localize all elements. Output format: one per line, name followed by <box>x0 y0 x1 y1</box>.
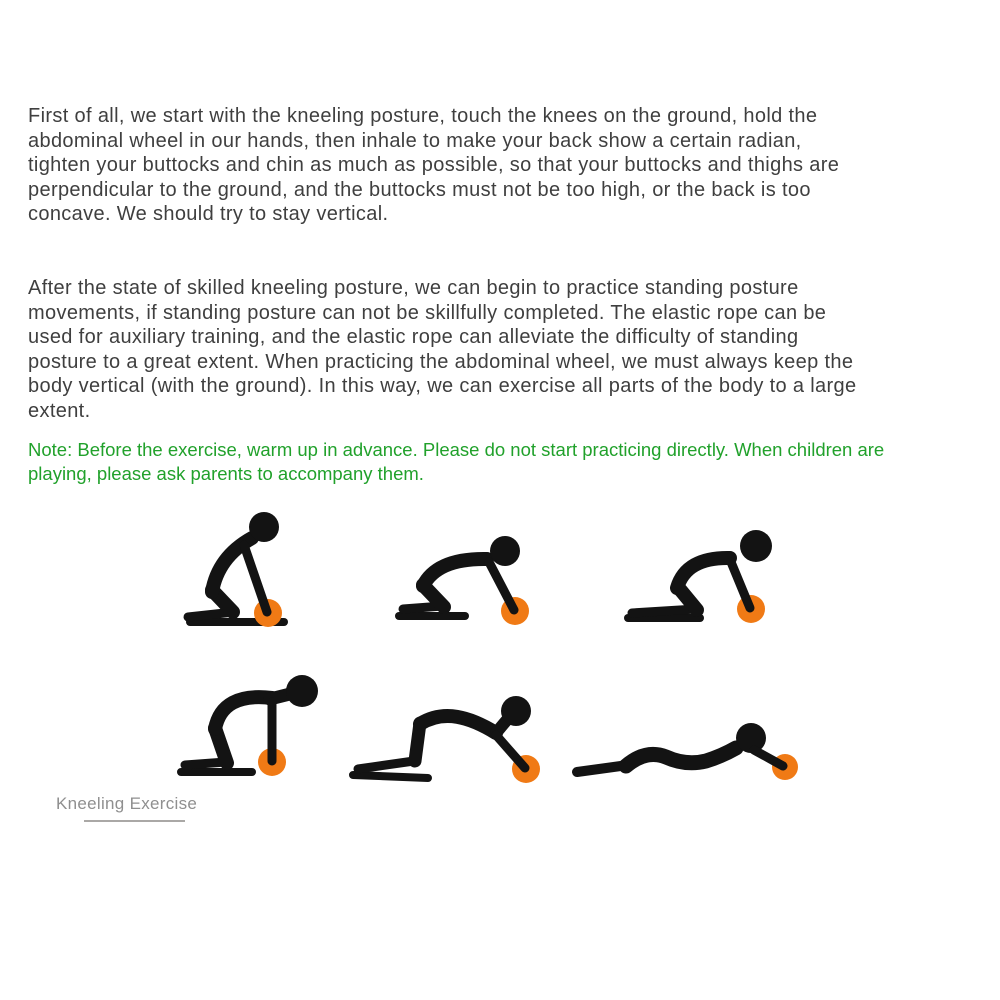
text-line: posture to a great extent. When practicing the abdominal wheel, we must always keep the <box>28 350 854 373</box>
kneeling-pose-5-icon <box>346 683 550 793</box>
text-line: movements, if standing posture can not be skillfully completed. The elastic rope can be <box>28 301 827 324</box>
text-line: playing, please ask parents to accompany them. <box>28 462 424 484</box>
text-line: tighten your buttocks and chin as much as possible, so that your buttocks and thighs are <box>28 154 840 177</box>
text-line: Note: Before the exercise, warm up in advance. Please do not start practicing directly. When children are <box>28 439 885 460</box>
text-line: body vertical (with the ground). In this way, we can exercise all parts of the body to a large <box>28 375 857 398</box>
figure-head <box>740 530 772 562</box>
caption-underline <box>84 820 185 822</box>
figure-caption: Kneeling Exercise <box>56 794 198 813</box>
text-line: concave. We should try to stay vertical. <box>28 203 389 226</box>
ground-line <box>353 775 428 778</box>
text-line: extent. <box>28 399 91 422</box>
kneeling-pose-3-icon <box>616 517 798 629</box>
kneeling-pose-1-icon <box>180 505 300 635</box>
figure-head <box>286 675 318 707</box>
text-line: perpendicular to the ground, and the buttocks must not be too high, or the back is too <box>28 178 811 201</box>
kneeling-pose-2-icon <box>393 528 548 628</box>
text-line: abdominal wheel in our hands, then inhale to make your back show a certain radian, <box>28 129 802 152</box>
figure-head <box>249 512 279 542</box>
figure-head <box>501 696 531 726</box>
text-line: used for auxiliary training, and the elastic rope can alleviate the difficulty of standing <box>28 326 799 349</box>
figure-head <box>490 536 520 566</box>
text-line: First of all, we start with the kneeling posture, touch the knees on the ground, hold the <box>28 105 818 127</box>
kneeling-pose-6-icon <box>570 700 800 795</box>
kneeling-pose-4-icon <box>172 658 318 782</box>
text-line: After the state of skilled kneeling posture, we can begin to practice standing posture <box>28 277 799 299</box>
